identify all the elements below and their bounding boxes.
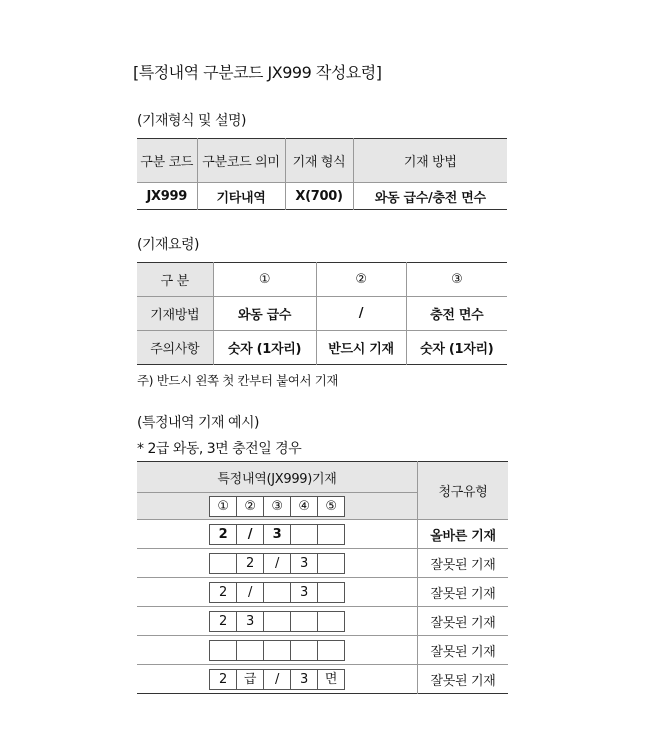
entry-box (263, 611, 291, 632)
example-boxes (137, 607, 418, 636)
entry-box: 2 (209, 611, 237, 632)
entry-box: / (236, 524, 264, 545)
entry-box (263, 640, 291, 661)
slot-number: ② (236, 496, 264, 517)
entry-box (317, 611, 345, 632)
entry-box: 3 (290, 582, 318, 603)
example-boxes (137, 665, 418, 694)
entry-box (290, 524, 318, 545)
entry-box (317, 524, 345, 545)
entry-box (236, 640, 264, 661)
example-row (137, 636, 508, 665)
guide-header-label: 구 분 (137, 263, 213, 297)
guide-table-header (137, 263, 507, 297)
example-row (137, 520, 508, 549)
cell-meaning: 기타내역 (197, 183, 285, 210)
entry-box (290, 640, 318, 661)
example-boxes (137, 636, 418, 665)
entry-box (317, 640, 345, 661)
guide-cell: 반드시 기재 (316, 331, 406, 365)
header-method: 기재 방법 (353, 139, 507, 183)
example-row (137, 607, 508, 636)
entry-box (209, 640, 237, 661)
cell-code: JX999 (137, 183, 197, 210)
slot-number: ④ (290, 496, 318, 517)
example-boxes (137, 520, 418, 549)
slot-number: ⑤ (317, 496, 345, 517)
guide-cell: 숫자 (1자리) (213, 331, 316, 365)
section1-heading: (기재형식 및 설명) (137, 113, 246, 129)
format-table-header (137, 139, 507, 183)
entry-box: 2 (209, 524, 237, 545)
guide-row-caution (137, 331, 507, 365)
header-code: 구분 코드 (137, 139, 197, 183)
entry-box: 2 (209, 582, 237, 603)
cell-format: X(700) (285, 183, 353, 210)
example-right-header: 청구유형 (418, 462, 509, 520)
page-title: [특정내역 구분코드 JX999 작성요령] (133, 63, 382, 82)
guide-row-label: 기재방법 (137, 297, 213, 331)
cell-method: 와동 급수/충전 면수 (374, 190, 486, 206)
example-header (137, 462, 508, 493)
example-type: 잘못된 기재 (418, 607, 509, 636)
guide-cell: 숫자 (1자리) (420, 342, 494, 357)
format-table-row (137, 183, 507, 210)
example-table (137, 461, 508, 694)
format-table (137, 138, 507, 210)
section3-heading: (특정내역 기재 예시) (137, 415, 260, 431)
guide-header-3: ③ (406, 263, 507, 297)
example-type: 올바른 기재 (418, 520, 509, 549)
entry-box: 3 (290, 669, 318, 690)
example-row (137, 549, 508, 578)
example-type: 잘못된 기재 (418, 549, 509, 578)
header-meaning: 구분코드 의미 (197, 139, 285, 183)
guide-row-method (137, 297, 507, 331)
example-type: 잘못된 기재 (418, 636, 509, 665)
example-boxes (137, 549, 418, 578)
entry-box: / (263, 553, 291, 574)
example-boxes (137, 578, 418, 607)
entry-box (263, 582, 291, 603)
example-left-header: 특정내역(JX999)기재 (137, 462, 418, 493)
entry-box: 3 (263, 524, 291, 545)
entry-box (290, 611, 318, 632)
guide-cell: 충전 면수 (406, 297, 507, 331)
example-type: 잘못된 기재 (418, 578, 509, 607)
entry-box: 3 (236, 611, 264, 632)
guide-header-1: ① (213, 263, 316, 297)
slot-number: ③ (263, 496, 291, 517)
section2-heading: (기재요령) (137, 237, 200, 253)
entry-box: / (236, 582, 264, 603)
slot-numbers (137, 493, 418, 520)
guide-table (137, 262, 507, 365)
entry-box (317, 553, 345, 574)
entry-box: 급 (236, 669, 264, 690)
example-case: * 2급 와동, 3면 충전일 경우 (137, 441, 302, 457)
header-format: 기재 형식 (285, 139, 353, 183)
guide-note: 주) 반드시 왼쪽 첫 칸부터 붙여서 기재 (137, 373, 339, 388)
entry-box: 2 (236, 553, 264, 574)
entry-box (209, 553, 237, 574)
entry-box: / (263, 669, 291, 690)
guide-row-label: 주의사항 (137, 331, 213, 365)
slot-number: ① (209, 496, 237, 517)
guide-cell: 와동 급수 (213, 297, 316, 331)
guide-header-2: ② (316, 263, 406, 297)
entry-box (317, 582, 345, 603)
entry-box: 면 (317, 669, 345, 690)
example-type: 잘못된 기재 (430, 673, 496, 689)
guide-cell: / (316, 297, 406, 331)
entry-box: 3 (290, 553, 318, 574)
example-row (137, 665, 508, 694)
entry-box: 2 (209, 669, 237, 690)
example-row (137, 578, 508, 607)
